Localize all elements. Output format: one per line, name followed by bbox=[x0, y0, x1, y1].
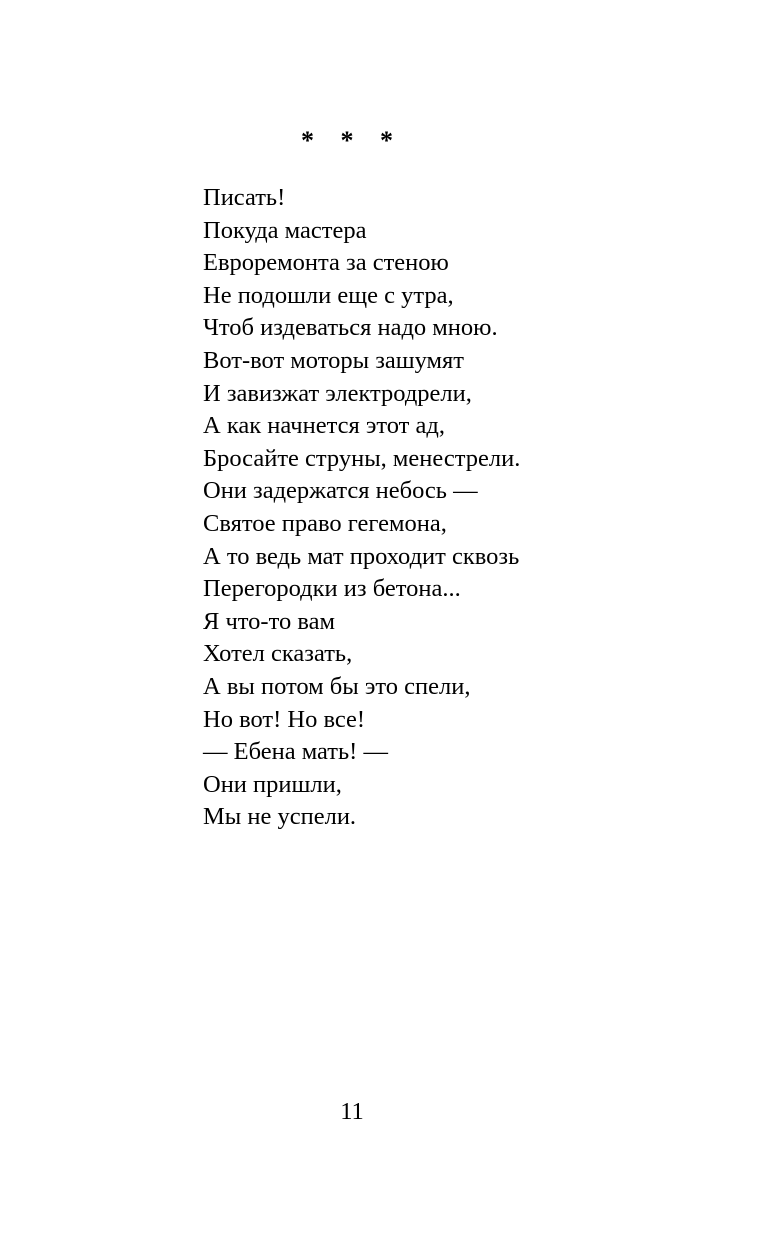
poem-line: Но вот! Но все! bbox=[203, 705, 366, 733]
poem-line: И завизжат электродрели, bbox=[203, 379, 472, 407]
stanza-separator: * * * bbox=[301, 126, 403, 155]
poem-line: Я что-то вам bbox=[203, 607, 335, 635]
poem-line: Покуда мастера bbox=[203, 216, 367, 244]
poem-line: А вы потом бы это спели, bbox=[203, 672, 471, 700]
poem-line: Писать! bbox=[203, 184, 286, 211]
poem-line: Евроремонта за стеною bbox=[203, 249, 449, 277]
poem-line: — Ебена мать! — bbox=[203, 738, 388, 766]
page-number: 11 bbox=[340, 1098, 364, 1125]
poem-line: Вот-вот моторы зашумят bbox=[203, 346, 465, 374]
poem-text bbox=[203, 182, 520, 834]
poem-line: Они пришли, bbox=[203, 770, 342, 798]
poem-line: Бросайте струны, менестрели. bbox=[203, 444, 521, 472]
poem-line: Хотел сказать, bbox=[203, 640, 353, 668]
poem-line: Они задержатся небось — bbox=[203, 477, 478, 505]
poem-line: А то ведь мат проходит сквозь bbox=[203, 542, 520, 570]
poem-line: Не подошли еще с утра, bbox=[203, 281, 454, 309]
poem-line: Святое право гегемона, bbox=[203, 509, 447, 537]
poem-line: Чтоб издеваться надо мною. bbox=[203, 314, 498, 342]
poem-line: А как начнется этот ад, bbox=[203, 412, 445, 440]
poem-line: Перегородки из бетона... bbox=[203, 575, 461, 603]
poem-line: Мы не успели. bbox=[203, 803, 357, 831]
